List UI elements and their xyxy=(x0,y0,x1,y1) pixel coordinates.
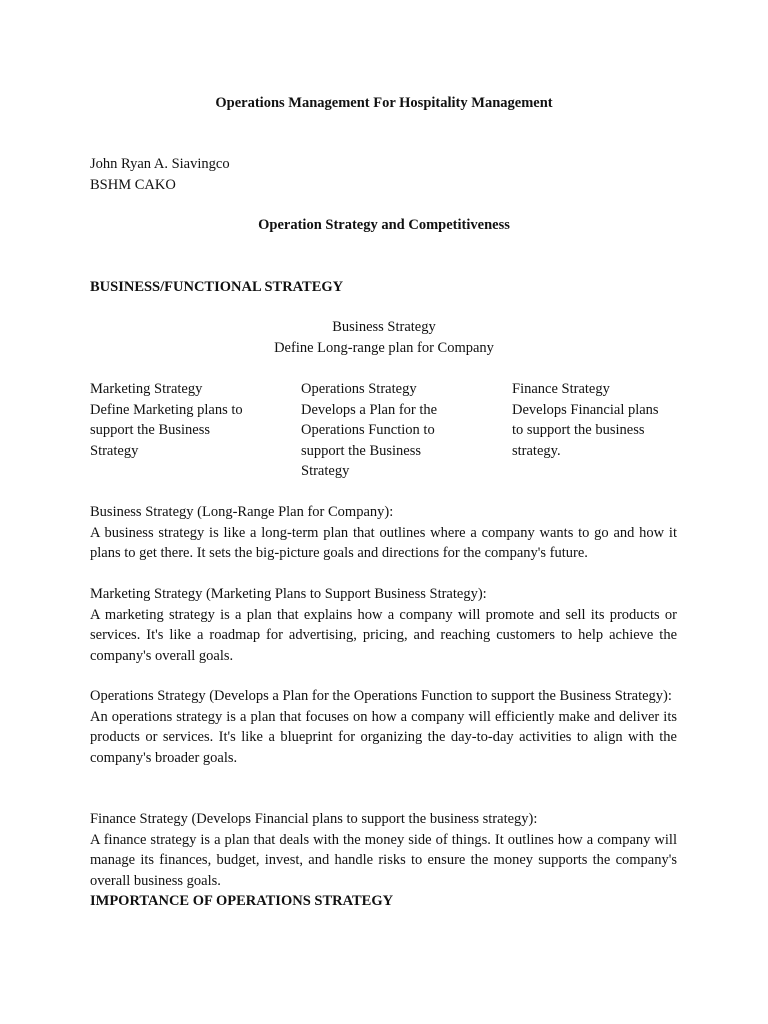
paragraph-heading: Marketing Strategy (Marketing Plans to Support Business Strategy): xyxy=(90,586,487,602)
column-title: Operations Strategy xyxy=(301,381,417,397)
column-line: support the Business xyxy=(90,422,211,438)
paragraph-body: An operations strategy is a plan that focuses on how a company will efficiently make and deliver its products or services. It's like a blueprint for organizing the day-to-day activities to align with the company's broader goals. xyxy=(90,708,677,766)
paragraph-marketing-strategy xyxy=(90,584,677,666)
paragraph-body: A business strategy is like a long-term plan that outlines where a company wants to go and how it plans to get there. It sets the big-picture goals and directions for the company's future. xyxy=(90,524,677,562)
document-title: Operations Management For Hospitality Management xyxy=(215,95,553,111)
column-title: Marketing Strategy xyxy=(90,381,203,397)
column-line: Define Marketing plans to xyxy=(90,401,243,418)
heading-importance-operations-strategy: IMPORTANCE OF OPERATIONS STRATEGY xyxy=(90,893,394,909)
column-line: Strategy xyxy=(90,442,139,459)
column-line: support the Business xyxy=(301,442,422,459)
column-line: Operations Function to xyxy=(301,422,435,438)
column-title: Finance Strategy xyxy=(512,381,610,397)
heading-business-functional-strategy: BUSINESS/FUNCTIONAL STRATEGY xyxy=(90,279,344,295)
column-line: to support the business xyxy=(512,422,645,438)
author-section: BSHM CAKO xyxy=(90,177,176,193)
paragraph-business-strategy xyxy=(90,502,677,564)
diagram-top-desc: Define Long-range plan for Company xyxy=(274,340,494,356)
author-name: John Ryan A. Siavingco xyxy=(90,156,230,172)
column-line: Develops a Plan for the xyxy=(301,401,438,418)
column-line: strategy. xyxy=(512,442,561,459)
column-line: Develops Financial plans xyxy=(512,401,659,418)
diagram-top-title: Business Strategy xyxy=(332,319,436,335)
paragraph-body: A finance strategy is a plan that deals with the money side of things. It outlines how a company will manage its finances, budget, invest, and handle risks to ensure the money supports the company's overall business goals. xyxy=(90,831,677,889)
diagram-column-operations xyxy=(301,379,491,482)
paragraph-operations-strategy xyxy=(90,686,677,768)
paragraph-heading: Business Strategy (Long-Range Plan for Company): xyxy=(90,504,394,520)
paragraph-heading: Operations Strategy (Develops a Plan for the Operations Function to support the Business Strategy): xyxy=(90,688,672,704)
paragraph-heading: Finance Strategy (Develops Financial plans to support the business strategy): xyxy=(90,811,538,827)
paragraph-finance-strategy xyxy=(90,809,677,891)
document-subtitle: Operation Strategy and Competitiveness xyxy=(258,217,510,233)
paragraph-body: A marketing strategy is a plan that explains how a company will promote and sell its products or services. It's like a roadmap for advertising, pricing, and reaching customers to help achieve the company's overall goals. xyxy=(90,606,677,664)
diagram-column-finance xyxy=(512,379,702,461)
column-line: Strategy xyxy=(301,463,350,479)
diagram-column-marketing xyxy=(90,379,280,461)
